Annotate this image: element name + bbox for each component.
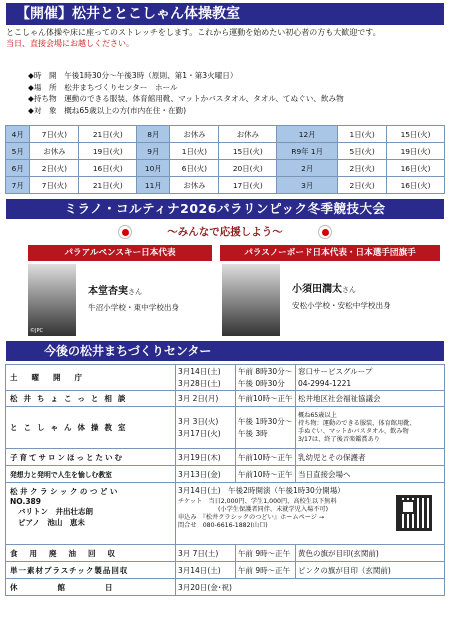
table-row: 松井ちょこっと相談 3月 2日(月) 午前10時～正午 松井地区社会福祉協議会 [6,391,445,407]
date-cell: 20日(火) [219,160,277,177]
athlete-category-1: パラアルペンスキー日本代表 [28,245,212,261]
intro [6,27,446,49]
calendar-row [6,143,445,160]
date-cell: 15日(火) [219,143,277,160]
date-cell: 7日(火) [30,126,79,143]
date-cell: お休み [30,143,79,160]
table-row: とこしゃん体操教室 3月 3日(火) 3月17日(火) 午後 1時30分～ 午後 3時 概ね65歳以上 持ち物：運動のできる服装、体育館用靴、 手ぬぐい、マットかバスタオル、飲み物 3/17は、終了後音楽鑑賞あり [6,407,445,449]
date-cell: 17日(火) [219,177,277,194]
photo-credit: ©JPC [30,328,43,334]
table-row: 休館日 3月20日(金･祝) [6,579,445,596]
date-cell: 19日(火) [79,143,137,160]
date-cell: 2日(火) [30,160,79,177]
date-cell: 6日(火) [170,160,219,177]
date-cell: 19日(火) [387,143,445,160]
month-cell: 7月 [6,177,30,194]
date-cell: お休み [170,126,219,143]
calendar-row [6,160,445,177]
month-cell: 8月 [137,126,170,143]
date-cell: 21日(火) [79,177,137,194]
table-row: 子育てサロンほっとたいむ 3月19日(木) 午前10時～正午 乳幼児とその保護者 [6,449,445,466]
table-row: 食用廃油回収 3月 7日(土) 午前 9時～正午 黄色の旗が目印(玄関前) [6,545,445,562]
date-cell: 16日(火) [79,160,137,177]
month-cell: 12月 [277,126,338,143]
info-items: ◆持ち物 運動のできる服装、体育館用靴、マットかバスタオル、タオル、てぬぐい、飲み物 [28,94,344,103]
date-cell: 5日(火) [338,143,387,160]
athlete-photo-1 [28,264,76,336]
month-cell: 4月 [6,126,30,143]
date-cell: 1日(火) [170,143,219,160]
schedule-calendar [5,125,445,194]
event-name: 土曜開庁 [6,365,176,391]
table-row: 土曜開庁 3月14日(土) 3月28日(土) 午前 8時30分～ 午後 0時30分 窓口サービスグループ 04-2994-1221 [6,365,445,391]
date-cell: 15日(火) [387,126,445,143]
athlete-category-2: パラスノーボード日本代表・日本選手団旗手 [220,245,440,261]
month-cell: 6月 [6,160,30,177]
date-cell: お休み [219,126,277,143]
japan-flag-icon [318,225,332,239]
month-cell: 11月 [137,177,170,194]
month-cell: R9年 1月 [277,143,338,160]
intro-line2: 当日、直接会場にお越しください。 [6,39,134,48]
month-cell: 10月 [137,160,170,177]
athlete-name-1: 本堂杏実さん [88,286,142,297]
title-classes: 【開催】松井ととこしゃん体操教室 [6,3,444,25]
title-paralympics: ミラノ・コルティナ2026パラリンピック冬季競技大会 [6,199,444,219]
qr-code-icon[interactable] [396,495,432,531]
athlete-photo-2 [222,264,280,336]
title-upcoming: 今後の松井まちづくりセンター [6,341,444,361]
intro-line1: とこしゃん体操や床に座ってのストレッチをします。これから運動を始めたい初心者の方も大歓迎です。 [6,28,381,37]
class-info [28,70,438,116]
month-cell: 2月 [277,160,338,177]
table-row: 発想力と発明で人生を愉しむ教室 3月13日(金) 午前10時～正午 当日直接会場へ [6,466,445,483]
cheer-banner: ～みんなで応援しよう～ [167,226,283,238]
table-row: 松井クラシックのつどい NO.389 バリトン 井出壮志朗 ピアノ 池山 恵未 3月14日(土) 午後2時開演（午後1時30分開場） チケット 当日2,000円、学生1,000円、高校生以下無料 (小学生保護者同伴、未就学児入場不可) 申込み 『松井クラシックのつどい』ホームページ → 問合せ 080-6616-1882(山口) [6,483,445,545]
table-row: 単一素材プラスチック製品回収 3月14日(土) 午前 9時～正午 ピンクの旗が目印（玄関前) [6,562,445,579]
month-cell: 3月 [277,177,338,194]
month-cell: 9月 [137,143,170,160]
athlete-school-1: 牛沼小学校・東中学校出身 [88,303,180,312]
athlete-school-2: 安松小学校・安松中学校出身 [292,301,391,310]
date-cell: お休み [170,177,219,194]
calendar-row [6,177,445,194]
date-cell: 21日(火) [79,126,137,143]
month-cell: 5月 [6,143,30,160]
date-cell: 2日(火) [338,160,387,177]
info-target: ◆対 象 概ね65歳以上の方(市内在住・在勤) [28,105,187,115]
info-place: ◆場 所 松井まちづくりセンター ホール [28,82,178,92]
date-cell: 2日(火) [338,177,387,194]
athlete-name-2: 小須田潤太さん [292,284,356,295]
info-time: ◆時 開 午後1時30分～午後3時（原則、第1・第3火曜日） [28,71,238,80]
date-cell: 7日(火) [30,177,79,194]
calendar-row [6,126,445,143]
date-cell: 1日(火) [338,126,387,143]
date-cell: 16日(火) [387,177,445,194]
event-table [5,364,445,596]
date-cell: 16日(火) [387,160,445,177]
